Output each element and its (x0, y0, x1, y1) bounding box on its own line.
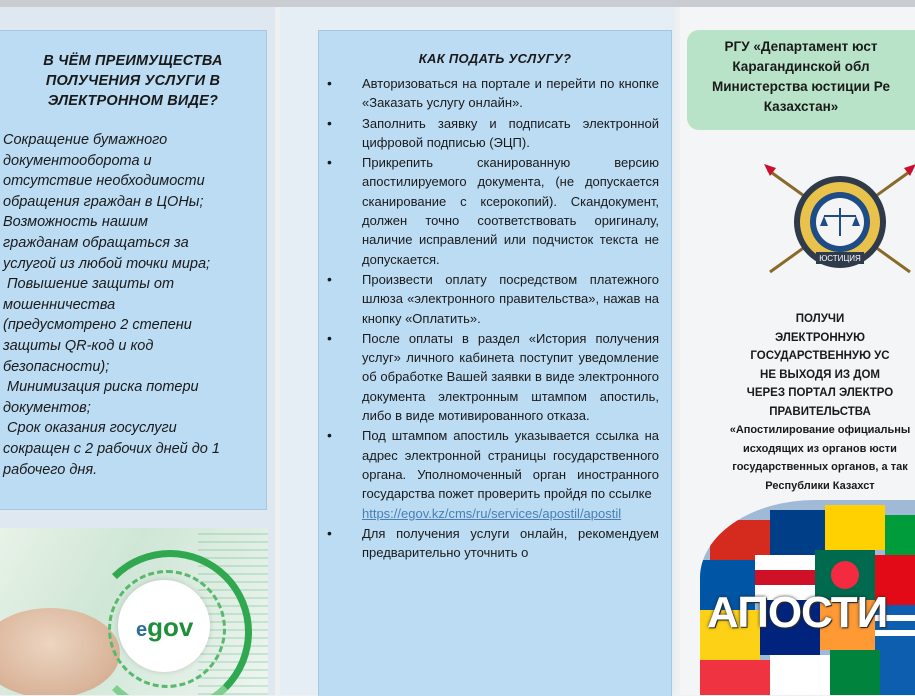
advantages-line: защиты QR-код и код (3, 337, 154, 354)
advantages-line: обращения граждан в ЦОНы; (3, 193, 204, 210)
bullet-icon: • (327, 270, 332, 287)
step-item (319, 329, 671, 425)
promo-line: ПОЛУЧИ (795, 313, 845, 325)
step-text: Авторизоваться на портале и перейти по кнопке «Заказать услугу онлайн». (362, 76, 659, 111)
advantages-title-line: ЭЛЕКТРОННОМ ВИДЕ? (47, 93, 219, 109)
org-line: РГУ «Департамент юст (724, 39, 878, 54)
advantages-line: документооборота и (3, 152, 152, 169)
advantages-line: (предусмотрено 2 степени (3, 317, 192, 334)
step-item (319, 114, 671, 153)
promo-line: ЧЕРЕЗ ПОРТАЛ ЭЛЕКТРО (746, 387, 894, 399)
egov-photo (0, 528, 268, 695)
top-strip (0, 0, 915, 7)
step-item (319, 153, 671, 269)
promo-text (690, 310, 915, 495)
advantages-line: сокращен с 2 рабочих дней до 1 (3, 440, 220, 457)
bullet-icon: • (327, 329, 332, 346)
advantages-line: отсутствие необходимости (3, 173, 205, 190)
bullet-icon: • (327, 524, 332, 541)
promo-line: «Апостилирование официальны (729, 424, 911, 436)
promo-line: исходящих из органов юсти (743, 442, 897, 455)
apostil-service-link[interactable]: https://egov.kz/cms/ru/services/apostil/apostil (362, 505, 622, 521)
advantages-title-line: ПОЛУЧЕНИЯ УСЛУГИ В (45, 73, 221, 89)
promo-line: Республики Казахст (765, 479, 875, 492)
advantages-text (3, 130, 255, 480)
promo-line: государственных органов, а так (732, 461, 908, 473)
advantages-title (0, 51, 266, 111)
advantages-line: Срок оказания госуслуги (3, 420, 177, 437)
advantages-line: Минимизация риска потери (3, 379, 199, 396)
step-text: После оплаты в раздел «История получения услуг» личного кабинета поступит уведомление об обработке Вашей заявки в виде электронного документа электронным штампом апостиль, либо в виде мотивированного отказа. (362, 330, 659, 424)
step-text: Под штампом апостиль указывается ссылка на адрес электронной страницы государственного органа. Уполномоченный орган иностранного государства пожет проверить пройдя по ссылке (362, 428, 659, 502)
org-line: Карагандинской обл (732, 59, 870, 74)
step-item (319, 74, 671, 113)
advantages-line: Сокращение бумажного (3, 132, 168, 148)
step-item (319, 270, 671, 328)
step-text: Для получения услуги онлайн, рекомендуем предварительно уточнить о (362, 525, 659, 561)
egov-logo (136, 612, 193, 643)
how-to-apply-title: КАК ПОДАТЬ УСЛУГУ? (418, 51, 572, 66)
justice-emblem-icon (760, 160, 915, 280)
step-item (319, 524, 671, 563)
advantages-title-line: В ЧЁМ ПРЕИМУЩЕСТВА (43, 53, 223, 69)
advantages-line: Возможность нашим (3, 214, 148, 231)
promo-line: ПРАВИТЕЛЬСТВА (769, 405, 871, 418)
step-text: Произвести оплату посредством платежного шлюза «электронного правительства», нажав на кнопку «Оплатить». (362, 271, 659, 326)
advantages-line: безопасности); (3, 358, 110, 375)
promo-line: ГОСУДАРСТВЕННУЮ УС (750, 350, 890, 362)
advantages-line: услугой из любой точки мира; (3, 255, 211, 272)
advantages-line: документов; (3, 399, 91, 416)
organization-name (687, 37, 915, 117)
advantages-line: рабочего дня. (3, 461, 98, 478)
emblem-label: ЮСТИЦИЯ (819, 254, 861, 263)
steps-list (319, 74, 671, 562)
how-to-apply-panel (318, 30, 672, 696)
org-line: Министерства юстиции Ре (712, 79, 890, 94)
advantages-line: мошенничества (3, 296, 116, 313)
step-text: Прикрепить сканированную версию апостилируемого документа, (не допускается сканирование с ксерокопий). Скандокумент, должен точно соответствовать оригиналу, наличие исправлений или подчисток текста не допускается. (362, 155, 659, 267)
organization-box (687, 30, 915, 130)
egov-logo-prefix: e (136, 619, 148, 641)
advantages-line: Повышение защиты от (3, 276, 175, 293)
advantages-line: гражданам обращаться за (3, 234, 189, 251)
egov-logo-rest: gov (147, 612, 194, 642)
apostil-banner-text: АПОСТИ (707, 588, 888, 637)
bullet-icon: • (327, 154, 332, 171)
bullet-icon: • (327, 114, 332, 131)
bullet-icon: • (327, 427, 332, 444)
step-text: Заполнить заявку и подписать электронной цифровой подписью (ЭЦП). (362, 115, 659, 150)
bullet-icon: • (327, 75, 332, 91)
step-item (319, 426, 671, 522)
org-line: Казахстан» (763, 99, 839, 114)
promo-line: НЕ ВЫХОДЯ ИЗ ДОМ (760, 368, 880, 381)
promo-line: ЭЛЕКТРОННУЮ (775, 331, 865, 344)
